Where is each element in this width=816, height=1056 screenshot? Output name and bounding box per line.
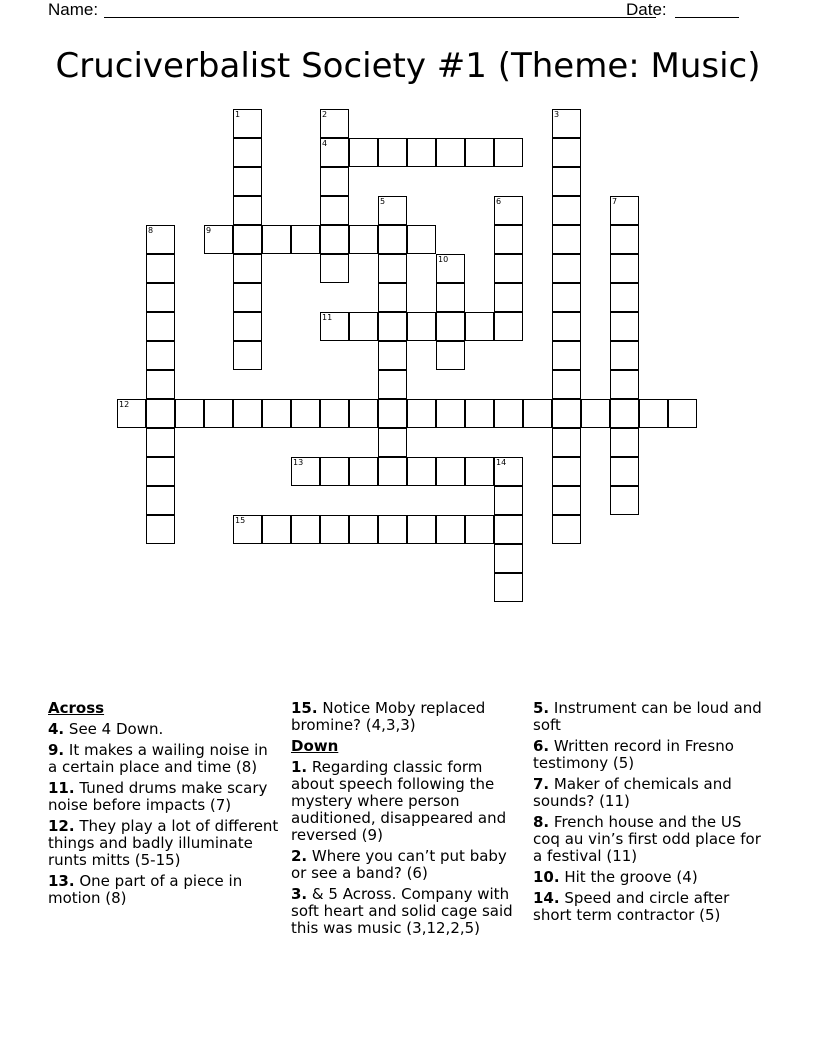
crossword-cell[interactable] [233,138,262,167]
clue-text: It makes a wailing noise in a certain place and time (8) [48,741,268,776]
crossword-cell[interactable] [233,312,262,341]
crossword-cell[interactable] [146,283,175,312]
crossword-cell[interactable] [610,341,639,370]
clue-text: Speed and circle after short term contractor (5) [533,889,730,924]
name-label: Name: [48,0,99,19]
crossword-cell[interactable] [610,486,639,515]
crossword-cell[interactable] [610,399,639,428]
crossword-cell[interactable] [668,399,697,428]
crossword-cell[interactable] [465,138,494,167]
clue-text: Notice Moby replaced bromine? (4,3,3) [291,699,486,734]
clue-number: 5. [533,699,550,717]
clue-text: Tuned drums make scary noise before impacts (7) [48,779,268,814]
cell-number: 3 [554,110,560,119]
cell-number: 6 [496,197,502,206]
crossword-cell[interactable] [349,399,378,428]
crossword-cell[interactable] [552,399,581,428]
crossword-cell[interactable] [610,370,639,399]
crossword-cell[interactable] [378,283,407,312]
clue-number: 9. [48,741,65,759]
crossword-cell[interactable] [291,457,320,486]
crossword-cell[interactable] [320,109,349,138]
crossword-cell[interactable] [610,196,639,225]
crossword-cell[interactable] [204,399,233,428]
clue-number: 1. [291,758,308,776]
crossword-cell[interactable] [436,283,465,312]
crossword-cell[interactable] [378,457,407,486]
crossword-cell[interactable] [494,312,523,341]
crossword-cell[interactable] [552,515,581,544]
crossword-cell[interactable] [552,486,581,515]
crossword-cell[interactable] [233,196,262,225]
crossword-cell[interactable] [349,138,378,167]
clue-text: One part of a piece in motion (8) [48,872,243,907]
clue-down [533,869,765,886]
crossword-cell[interactable] [146,370,175,399]
crossword-cell[interactable] [233,399,262,428]
crossword-cell[interactable] [233,283,262,312]
clue-text: Regarding classic form about speech following the mystery where person auditioned, disappeared and reversed (9) [291,758,507,844]
crossword-cell[interactable] [146,225,175,254]
crossword-cell[interactable] [349,312,378,341]
clue-number: 13. [48,872,75,890]
crossword-cell[interactable] [320,138,349,167]
crossword-cell[interactable] [262,399,291,428]
crossword-cell[interactable] [610,312,639,341]
crossword-cell[interactable] [523,399,552,428]
cell-number: 5 [380,197,386,206]
clue-number: 8. [533,813,550,831]
clue-across [48,818,280,869]
crossword-cell[interactable] [378,138,407,167]
crossword-cell[interactable] [407,225,436,254]
clue-text: French house and the US coq au vin’s first odd place for a festival (11) [533,813,761,865]
cell-number: 12 [119,400,130,409]
crossword-cell[interactable] [552,312,581,341]
crossword-cell[interactable] [378,515,407,544]
crossword-cell[interactable] [494,399,523,428]
crossword-cell[interactable] [378,254,407,283]
crossword-cell[interactable] [146,515,175,544]
crossword-cell[interactable] [320,225,349,254]
crossword-cell[interactable] [349,457,378,486]
clue-number: 7. [533,775,550,793]
crossword-cell[interactable] [291,515,320,544]
crossword-cell[interactable] [610,225,639,254]
crossword-cell[interactable] [146,341,175,370]
crossword-cell[interactable] [146,399,175,428]
clue-down [291,886,523,937]
clue-down [533,700,765,734]
down-heading: Down [291,737,339,755]
crossword-cell[interactable] [320,457,349,486]
crossword-cell[interactable] [610,254,639,283]
crossword-cell[interactable] [378,370,407,399]
clue-number: 4. [48,720,65,738]
crossword-cell[interactable] [349,515,378,544]
crossword-cell[interactable] [436,341,465,370]
crossword-cell[interactable] [146,457,175,486]
crossword-cell[interactable] [552,109,581,138]
across-heading: Across [48,699,105,717]
clue-across [48,721,280,738]
clue-text: Where you can’t put baby or see a band? (6) [291,847,507,882]
crossword-cell[interactable] [146,428,175,457]
crossword-cell[interactable] [378,341,407,370]
crossword-cell[interactable] [117,399,146,428]
cell-number: 9 [206,226,212,235]
crossword-cell[interactable] [552,370,581,399]
clue-across [48,873,280,907]
crossword-cell[interactable] [552,457,581,486]
crossword-cell[interactable] [291,399,320,428]
crossword-cell[interactable] [494,225,523,254]
crossword-cell[interactable] [552,283,581,312]
clue-down [533,776,765,810]
clue-number: 2. [291,847,308,865]
crossword-cell[interactable] [175,399,204,428]
crossword-cell[interactable] [320,254,349,283]
crossword-cell[interactable] [610,457,639,486]
cell-number: 15 [235,516,246,525]
crossword-cell[interactable] [465,457,494,486]
crossword-cell[interactable] [436,515,465,544]
cell-number: 1 [235,110,241,119]
clues-column-3 [533,700,765,928]
clue-number: 10. [533,868,560,886]
crossword-cell[interactable] [465,399,494,428]
clue-text: Hit the groove (4) [564,868,698,886]
crossword-cell[interactable] [378,196,407,225]
date-label: Date: [626,0,667,19]
crossword-cell[interactable] [494,515,523,544]
crossword-cell[interactable] [378,225,407,254]
crossword-cell[interactable] [291,225,320,254]
clue-text: Maker of chemicals and sounds? (11) [533,775,732,810]
clue-down [533,890,765,924]
crossword-cell[interactable] [233,341,262,370]
crossword-cell[interactable] [407,399,436,428]
cell-number: 14 [496,458,507,467]
crossword-cell[interactable] [349,225,378,254]
cell-number: 13 [293,458,304,467]
crossword-cell[interactable] [552,196,581,225]
crossword-cell[interactable] [204,225,233,254]
crossword-cell[interactable] [407,457,436,486]
crossword-cell[interactable] [407,138,436,167]
crossword-cell[interactable] [494,138,523,167]
cell-number: 2 [322,110,328,119]
clue-across [48,742,280,776]
crossword-cell[interactable] [436,399,465,428]
crossword-cell[interactable] [233,225,262,254]
crossword-cell[interactable] [407,515,436,544]
crossword-cell[interactable] [494,457,523,486]
crossword-cell[interactable] [610,428,639,457]
crossword-cell[interactable] [581,399,610,428]
clue-text: & 5 Across. Company with soft heart and solid cage said this was music (3,12,2,5) [291,885,513,937]
clue-number: 14. [533,889,560,907]
crossword-cell[interactable] [494,486,523,515]
clue-across [48,780,280,814]
clue-text: See 4 Down. [68,720,164,738]
clue-down [291,848,523,882]
puzzle-title: Cruciverbalist Society #1 (Theme: Music) [55,46,761,86]
crossword-cell[interactable] [494,254,523,283]
clue-down [291,759,523,844]
crossword-cell[interactable] [436,457,465,486]
clue-number: 11. [48,779,75,797]
crossword-cell[interactable] [552,341,581,370]
crossword-cell[interactable] [494,196,523,225]
crossword-cell[interactable] [552,167,581,196]
crossword-cell[interactable] [146,312,175,341]
crossword-cell[interactable] [494,544,523,573]
crossword-cell[interactable] [320,312,349,341]
crossword-cell[interactable] [378,312,407,341]
crossword-cell[interactable] [465,515,494,544]
crossword-cell[interactable] [407,312,436,341]
cell-number: 4 [322,139,328,148]
crossword-cell[interactable] [639,399,668,428]
crossword-cell[interactable] [552,254,581,283]
clue-number: 3. [291,885,308,903]
crossword-cell[interactable] [436,254,465,283]
crossword-cell[interactable] [320,196,349,225]
crossword-cell[interactable] [552,225,581,254]
clue-down [533,738,765,772]
cell-number: 10 [438,255,449,264]
crossword-cell[interactable] [378,399,407,428]
clue-down [533,814,765,865]
crossword-cell[interactable] [233,109,262,138]
crossword-cell[interactable] [436,138,465,167]
clue-number: 12. [48,817,75,835]
clue-text: Instrument can be loud and soft [533,699,762,734]
crossword-cell[interactable] [465,312,494,341]
crossword-cell[interactable] [233,254,262,283]
crossword-cell[interactable] [320,515,349,544]
clue-text: They play a lot of different things and badly illuminate runts mitts (5-15) [48,817,279,869]
clue-number: 15. [291,699,318,717]
crossword-cell[interactable] [146,254,175,283]
crossword-cell[interactable] [233,515,262,544]
crossword-cell[interactable] [610,283,639,312]
crossword-cell[interactable] [320,399,349,428]
cell-number: 11 [322,313,333,322]
cell-number: 7 [612,197,618,206]
crossword-cell[interactable] [552,138,581,167]
crossword-cell[interactable] [436,312,465,341]
crossword-cell[interactable] [378,428,407,457]
crossword-cell[interactable] [262,225,291,254]
crossword-cell[interactable] [320,167,349,196]
crossword-cell[interactable] [494,283,523,312]
crossword-cell[interactable] [146,486,175,515]
clue-number: 6. [533,737,550,755]
crossword-cell[interactable] [494,573,523,602]
clues-column-2 [291,700,523,941]
crossword-cell[interactable] [552,428,581,457]
clue-across [291,700,523,734]
clues-column-1 [48,700,280,911]
clue-text: Written record in Fresno testimony (5) [533,737,734,772]
crossword-cell[interactable] [233,167,262,196]
cell-number: 8 [148,226,154,235]
crossword-cell[interactable] [262,515,291,544]
